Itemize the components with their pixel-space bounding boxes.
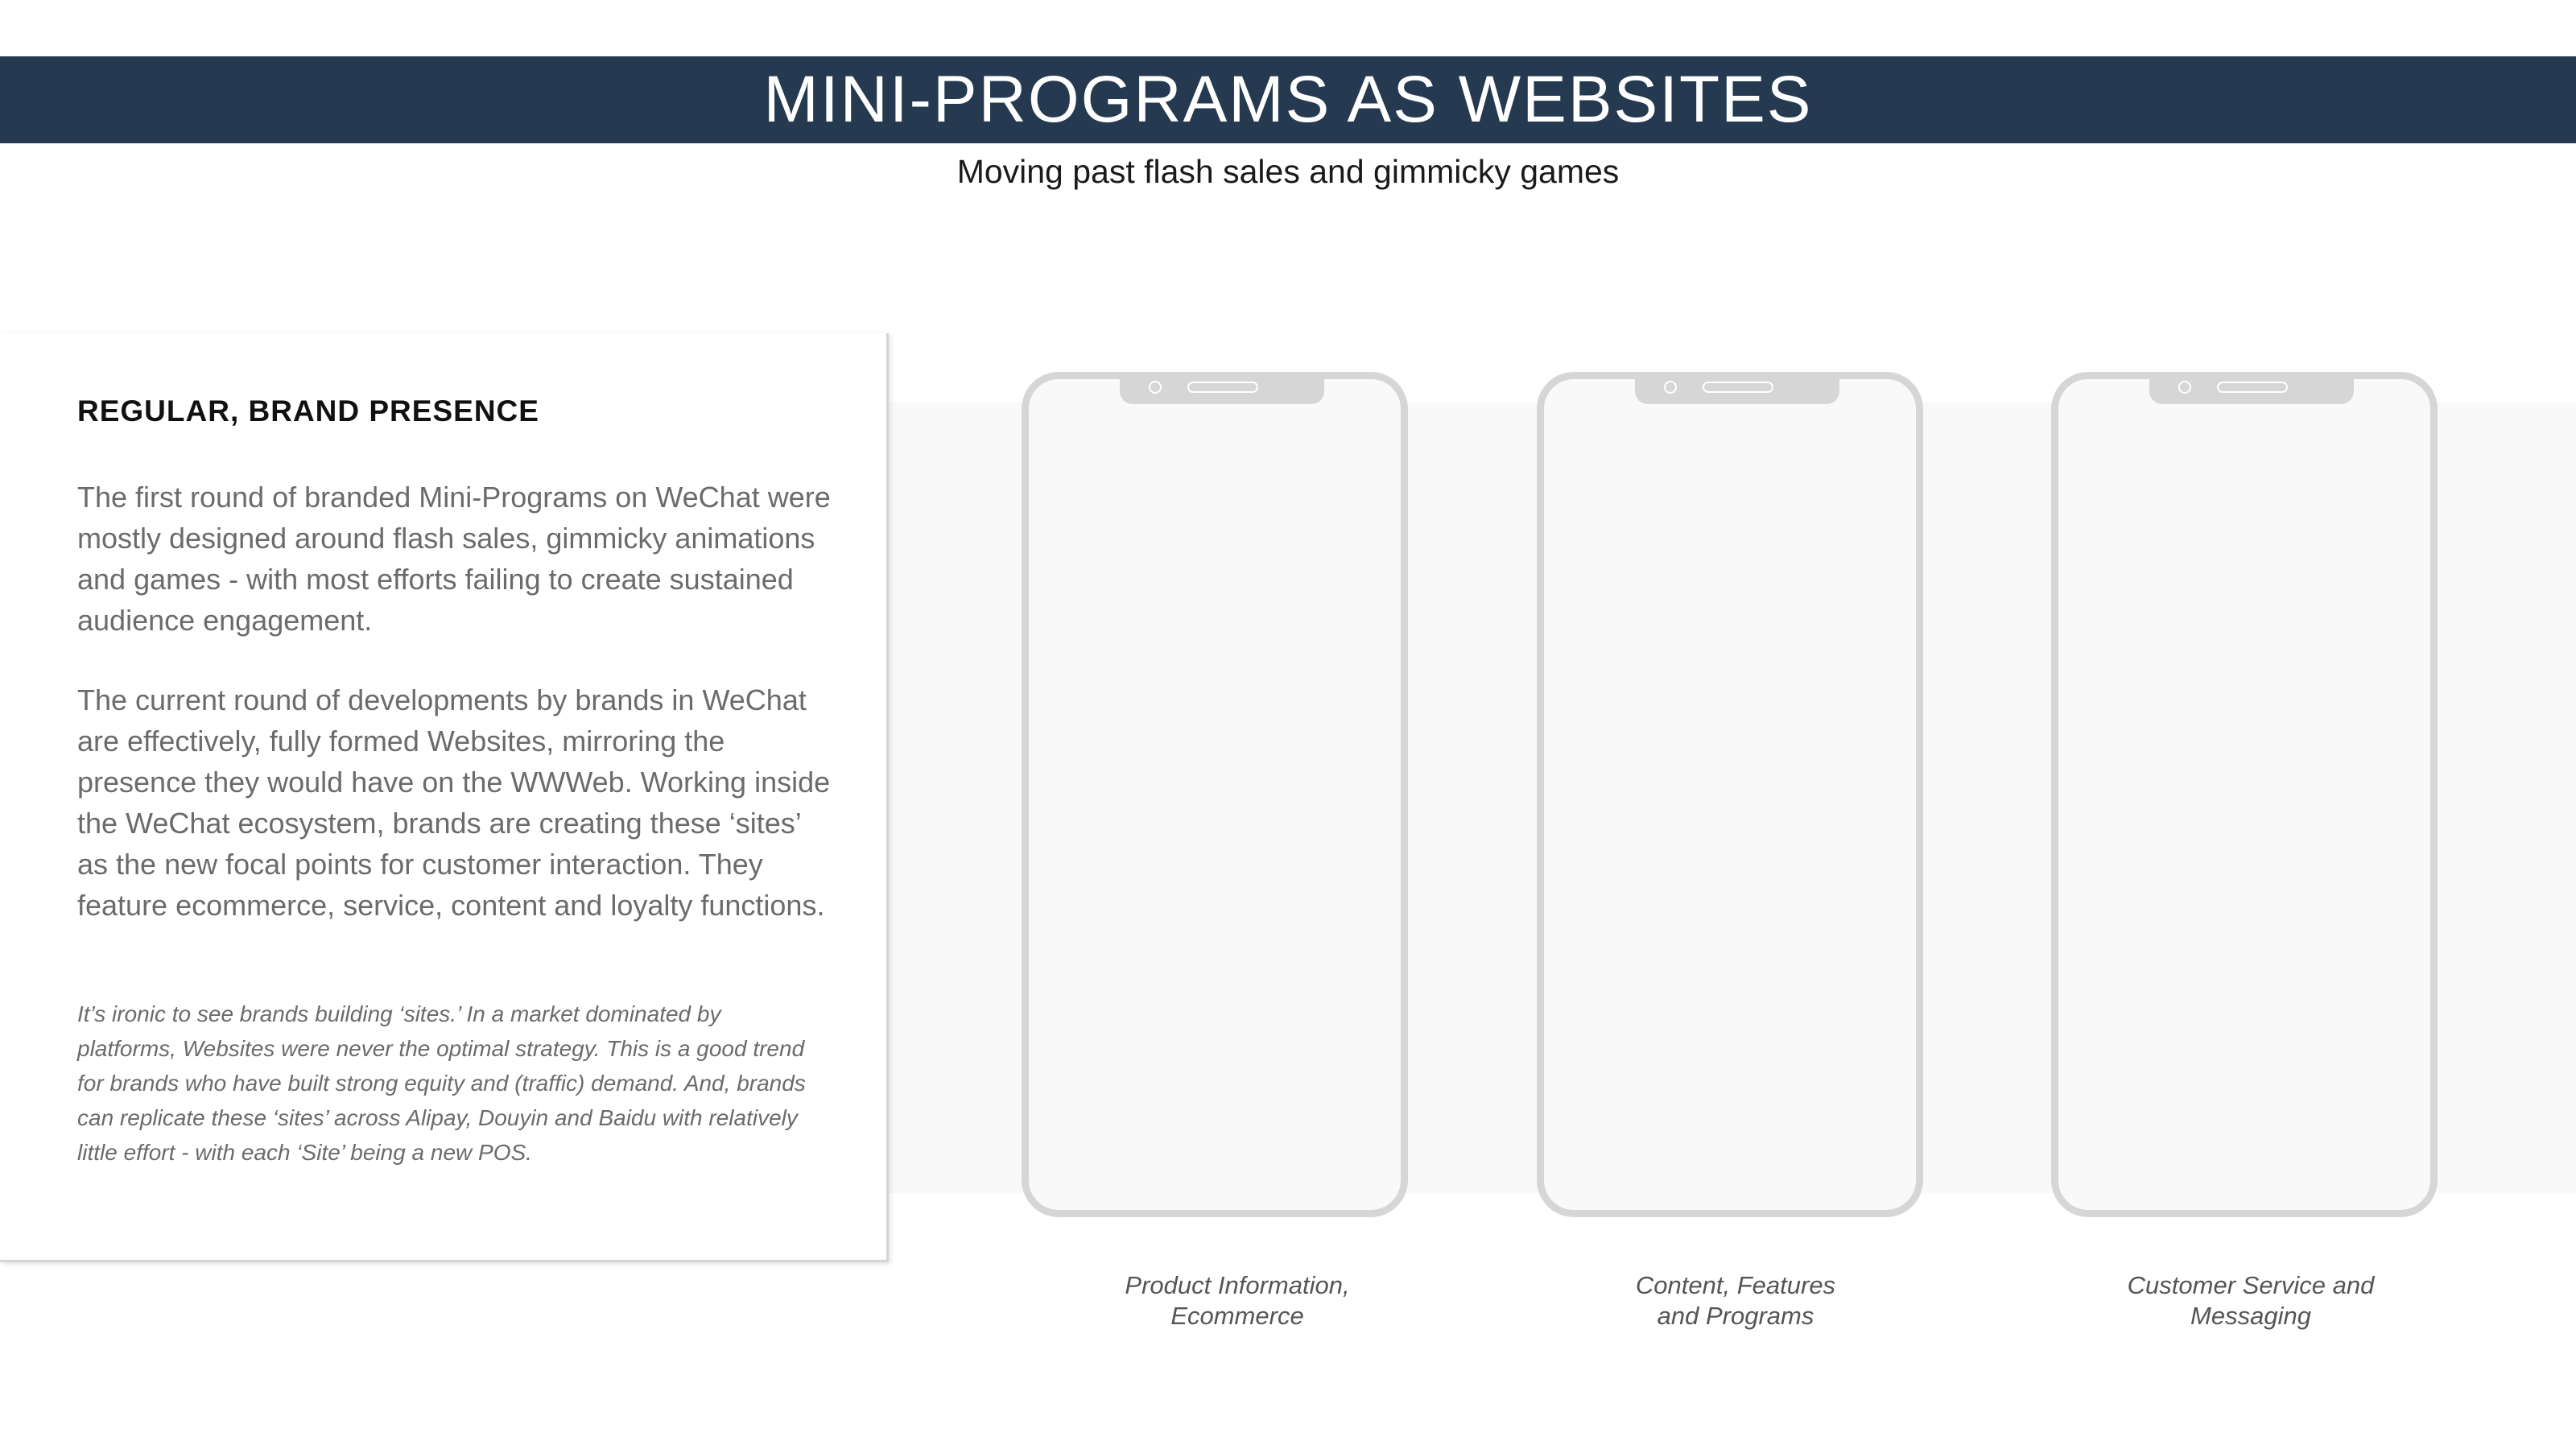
speaker-icon — [1703, 382, 1773, 393]
camera-icon — [1664, 381, 1677, 394]
speaker-icon — [2217, 382, 2288, 393]
phone-caption-2: Content, Features and Programs — [1635, 1271, 1836, 1330]
phone-notch — [1635, 372, 1839, 404]
page-subtitle: Moving past flash sales and gimmicky games — [956, 153, 1620, 190]
card-paragraph-2: The current round of developments by brands in WeChat are effectively, fully formed Websites, mirroring the presence they would have on the WWWeb. Working inside the WeChat ecosystem, brands are creating these ‘sites’ as the new focal points for customer interaction. They feature ecommerce, service, content and loyalty functions. — [77, 683, 831, 922]
speaker-icon — [1187, 382, 1258, 393]
phone-caption-3: Customer Service and Messaging — [2127, 1271, 2375, 1330]
phone-notch — [1120, 372, 1324, 404]
phone-mockup-2 — [1537, 372, 1923, 1217]
page-title: MINI-PROGRAMS AS WEBSITES — [763, 63, 1813, 136]
phone-caption-1: Product Information, Ecommerce — [1125, 1271, 1350, 1330]
card-paragraph-1: The first round of branded Mini-Programs on WeChat were mostly designed around flash sales, gimmicky animations and games - with most efforts failing to create sustained audience engagement. — [77, 481, 831, 637]
camera-icon — [1149, 381, 1162, 394]
card-note: It’s ironic to see brands building ‘sites.’ In a market dominated by platforms, Websites were never the optimal strategy. This is a good trend for brands who have built strong equity and (traffic) demand. And, brands can replicate these ‘sites’ across Alipay, Douyin and Baidu with relatively little effort - with each ‘Site’ being a new POS. — [77, 1001, 806, 1165]
phone-mockup-3 — [2051, 372, 2438, 1217]
phone-mockup-1 — [1022, 372, 1408, 1217]
text-card — [0, 333, 889, 1262]
card-heading: REGULAR, BRAND PRESENCE — [77, 394, 539, 427]
phone-notch — [2149, 372, 2354, 404]
title-bar — [0, 56, 2576, 143]
camera-icon — [2178, 381, 2191, 394]
